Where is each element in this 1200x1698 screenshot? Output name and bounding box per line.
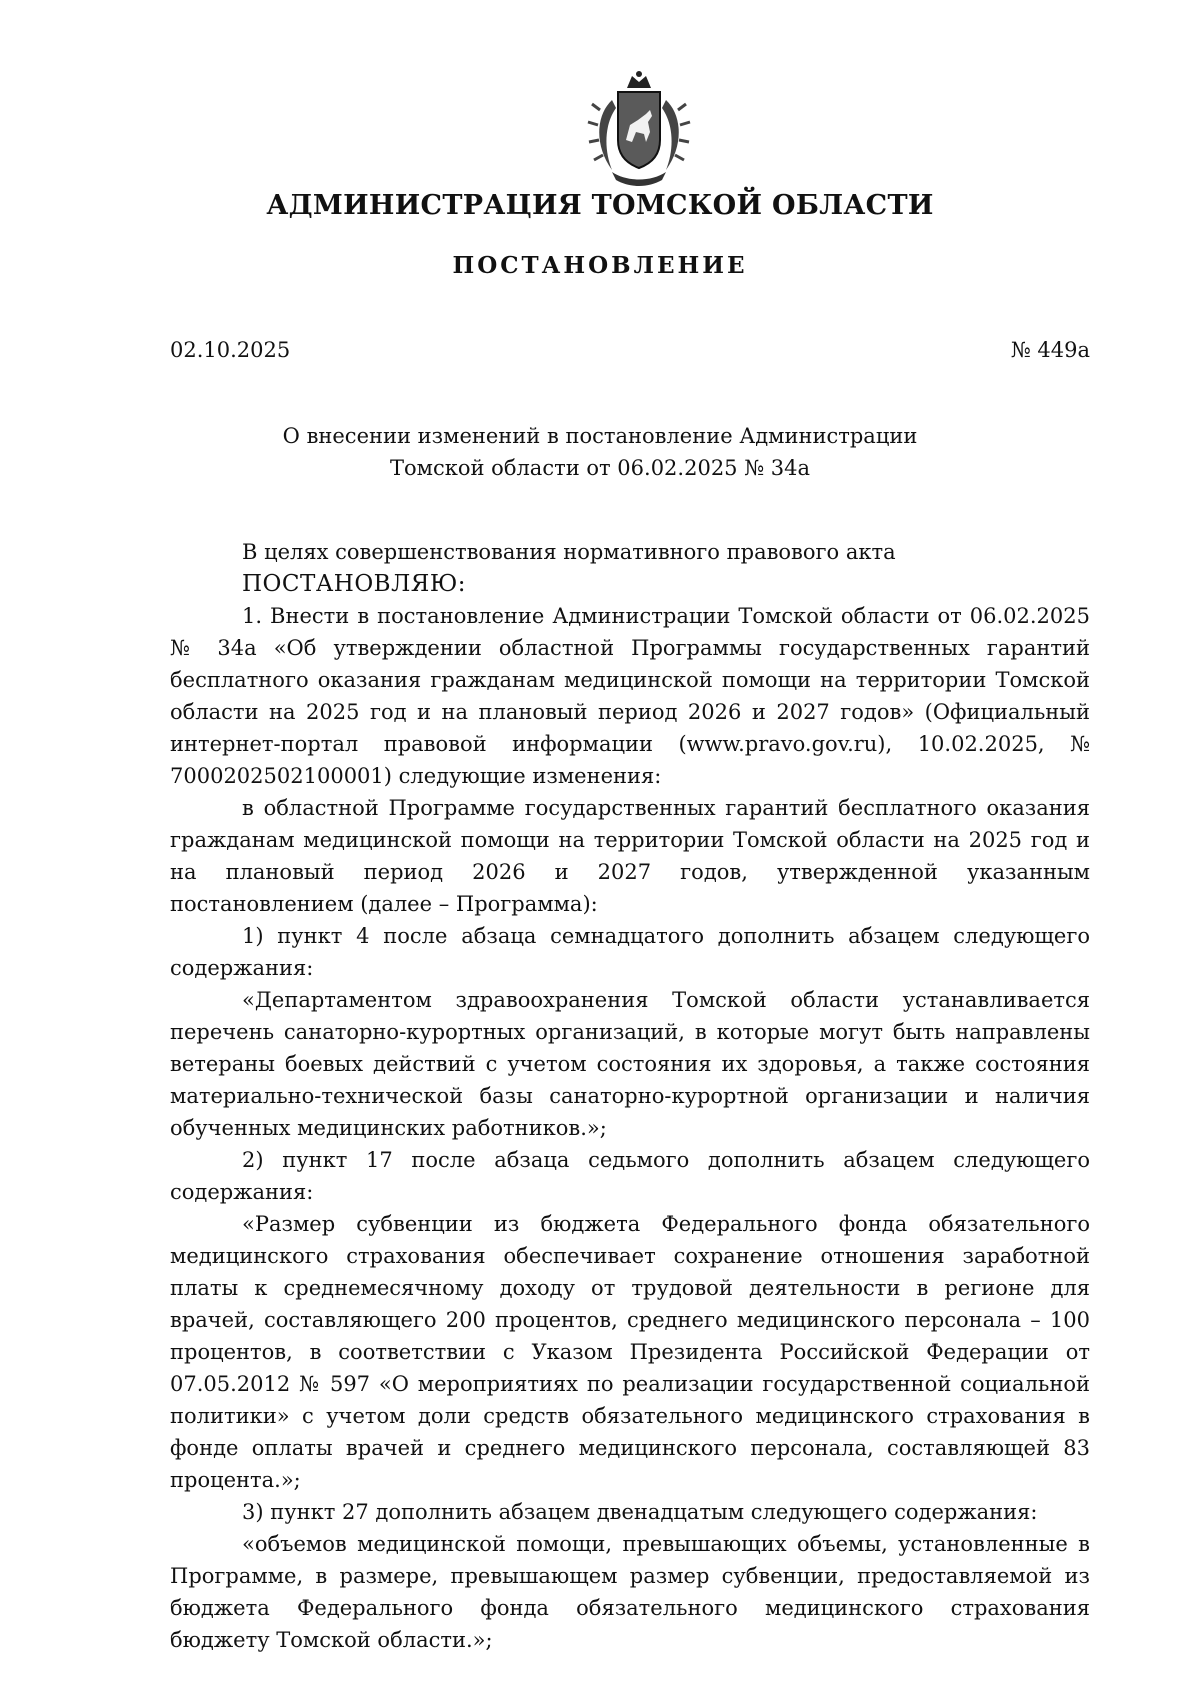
decree-word: ПОСТАНОВЛЯЮ: bbox=[242, 571, 467, 597]
paragraph-item-1: 1. Внести в постановление Администрации Томской области от 06.02.2025 № 34а «Об утверждении областной Программы государственных гарантий бесплатного оказания гражданам медицинской помощи на территории Томской области на 2025 год и на плановый период 2026 и 2027 годов» (Официальный интернет-портал правовой информации (www.pravo.gov.ru), 10.02.2025, № 7000202502100001) следующие изменения: bbox=[170, 604, 1090, 788]
paragraph-quote-1: «Департаментом здравоохранения Томской области устанавливается перечень санаторно-курортных организаций, в которые могут быть направлены ветераны боевых действий с учетом состояния их здоровья, а также состояния материально-технической базы санаторно-курортной организации и наличия обученных медицинских работников.»; bbox=[170, 988, 1090, 1140]
document-type: ПОСТАНОВЛЕНИЕ bbox=[452, 252, 748, 279]
paragraph-subitem-2: 2) пункт 17 после абзаца седьмого дополнить абзацем следующего содержания: bbox=[170, 1148, 1090, 1204]
paragraph-quote-3: «объемов медицинской помощи, превышающих объемы, установленные в Программе, в размере, превышающем размер субвенции, предоставляемой из бюджета Федерального фонда обязательного медицинского страхования бюджету Томской области.»; bbox=[170, 1532, 1090, 1652]
document-date: 02.10.2025 bbox=[170, 338, 291, 362]
paragraph-subitem-3: 3) пункт 27 дополнить абзацем двенадцатым следующего содержания: bbox=[242, 1500, 1038, 1524]
subject-line-2: Томской области от 06.02.2025 № 34а bbox=[389, 456, 811, 480]
document-subject bbox=[0, 420, 1200, 484]
document-body bbox=[170, 536, 1090, 1656]
paragraph-program: в областной Программе государственных гарантий бесплатного оказания гражданам медицинской помощи на территории Томской области на 2025 год и на плановый период 2026 и 2027 годов, утвержденной указанным постановлением (далее – Программа): bbox=[170, 796, 1090, 916]
tomsk-oblast-coat-of-arms-icon bbox=[582, 70, 696, 188]
organization-name: АДМИНИСТРАЦИЯ ТОМСКОЙ ОБЛАСТИ bbox=[266, 190, 934, 221]
paragraph-subitem-1: 1) пункт 4 после абзаца семнадцатого дополнить абзацем следующего содержания: bbox=[170, 924, 1090, 980]
paragraph-quote-2: «Размер субвенции из бюджета Федерального фонда обязательного медицинского страхования обеспечивает сохранение отношения заработной платы к среднемесячному доходу от трудовой деятельности в регионе для врачей, составляющего 200 процентов, среднего медицинского персонала – 100 процентов, в соответствии с Указом Президента Российской Федерации от 07.05.2012 № 597 «О мероприятиях по реализации государственной социальной политики» с учетом доли средств обязательного медицинского страхования в фонде оплаты врачей и среднего медицинского персонала, составляющей 83 процента.»; bbox=[170, 1212, 1090, 1492]
document-number: № 449а bbox=[1010, 338, 1090, 362]
subject-line-1: О внесении изменений в постановление Администрации bbox=[282, 424, 918, 448]
intro-paragraph: В целях совершенствования нормативного правового акта bbox=[242, 540, 896, 564]
